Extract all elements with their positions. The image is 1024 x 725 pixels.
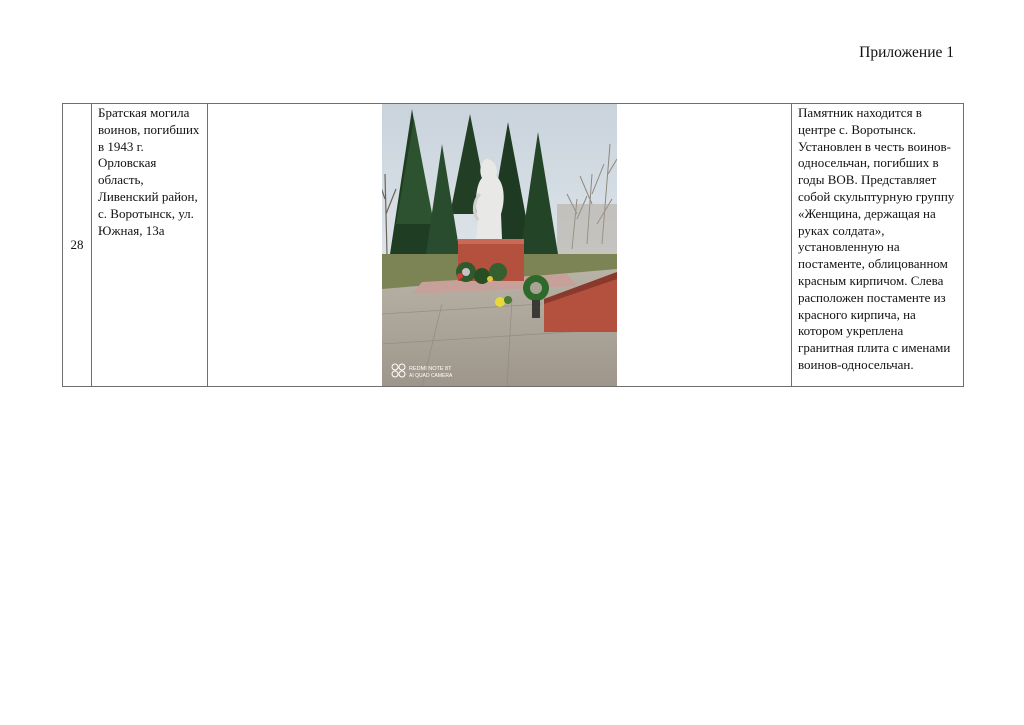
svg-text:REDMI NOTE 8T: REDMI NOTE 8T bbox=[409, 366, 452, 372]
appendix-label: Приложение 1 bbox=[859, 44, 954, 61]
svg-text:AI QUAD CAMERA: AI QUAD CAMERA bbox=[409, 373, 453, 379]
memorial-description-cell: Памятник находится в центре с. Воротынск. Установлен в честь воинов-односельчан, погибших в годы ВОВ. Представляет собой скульптурную группу «Женщина, держащая на руках солдата», установленную на постаменте, облицованном красным кирпичом. Слева расположен постаменте из красного кирпича, на котором укреплена гранитная плита с именами воинов-односельчан. bbox=[792, 104, 964, 387]
table-row bbox=[63, 104, 964, 387]
row-number: 28 bbox=[63, 104, 92, 387]
monument-photo bbox=[382, 104, 617, 386]
memorial-name-cell: Братская могила воинов, погибших в 1943 г. Орловская область, Ливенский район, с. Воротынск, ул. Южная, 13а bbox=[92, 104, 208, 387]
memorial-table bbox=[62, 103, 964, 387]
photo-cell bbox=[208, 104, 792, 387]
